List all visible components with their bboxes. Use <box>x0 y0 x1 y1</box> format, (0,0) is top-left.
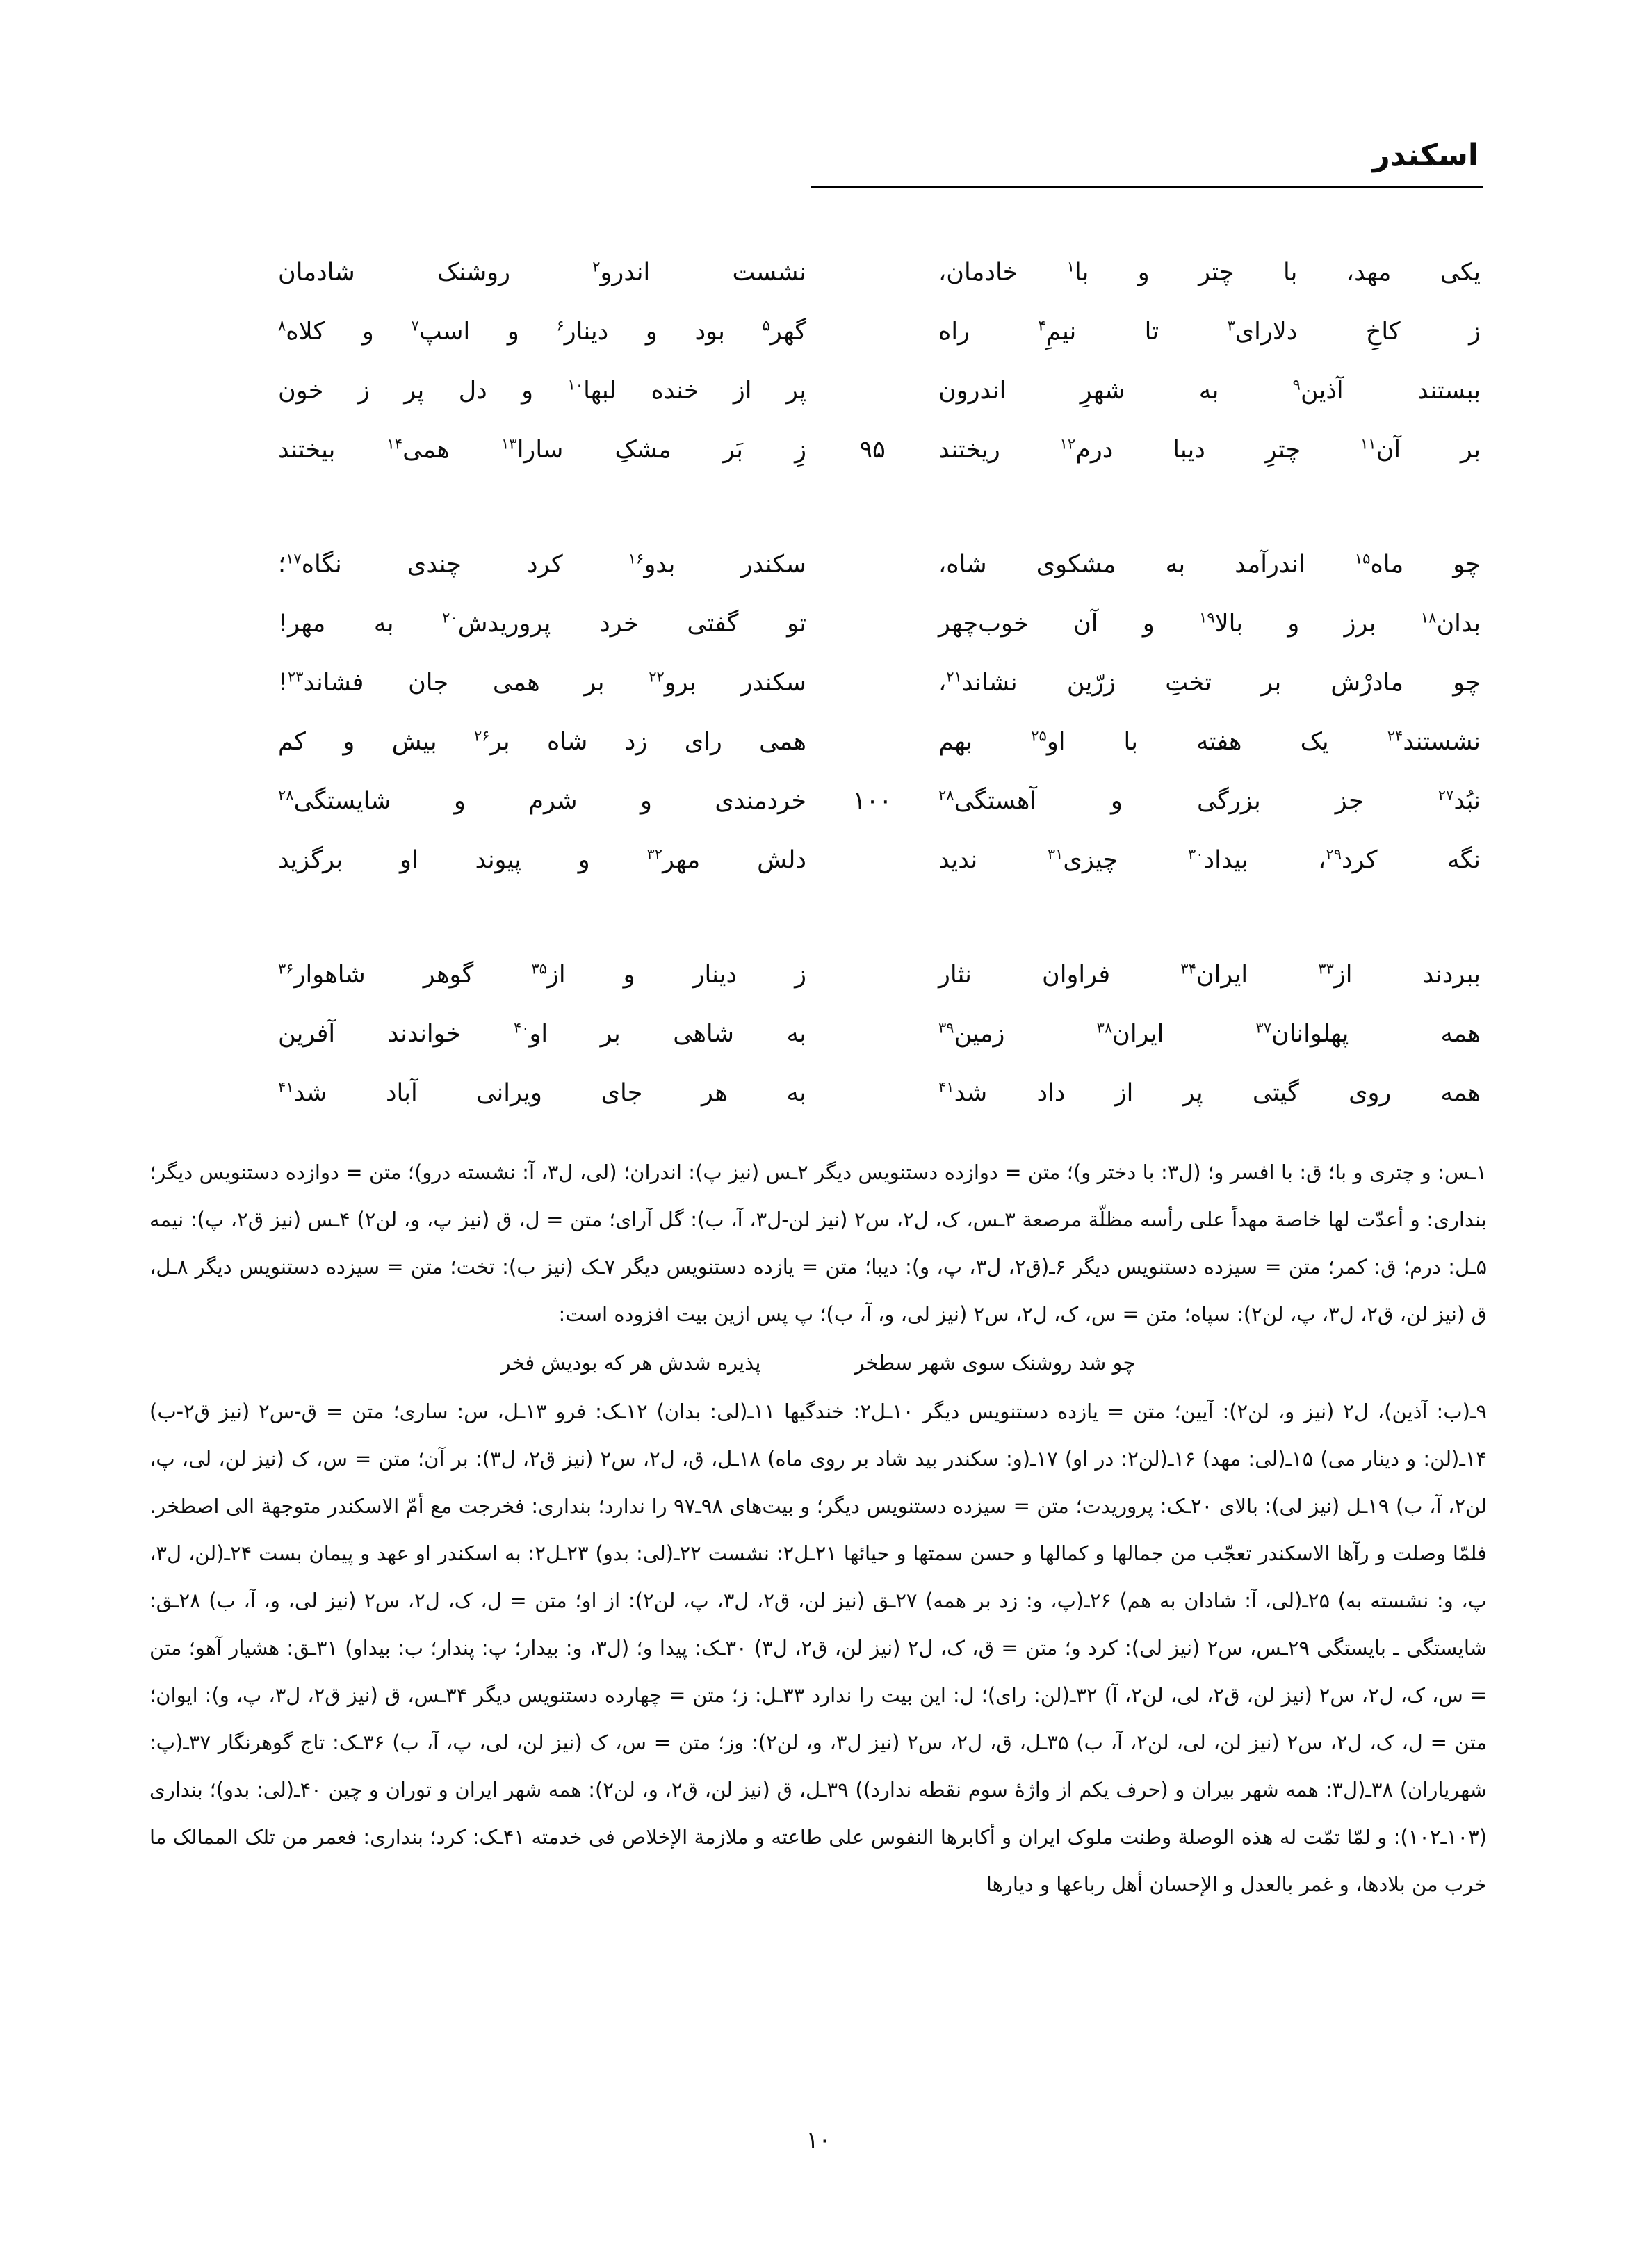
verse-row <box>278 713 1481 772</box>
verse-row <box>278 594 1481 654</box>
hemistich-right: بدان$^{۱۸}$ برز و بالا$^{۱۹}$ و آن خوب‌چهر <box>938 609 1481 638</box>
header-rule <box>811 186 1483 188</box>
hemistich-left: سکندر برو$^{۲۲}$ بر همی جان فشاند$^{۲۳}$! <box>278 668 806 697</box>
verse-number-100: ۱۰۰ <box>852 787 893 815</box>
poem-block <box>278 243 1481 1178</box>
verse-row <box>278 946 1481 1005</box>
hemistich-left: به هر جای ویرانی آباد شد$^{۴۱}$ <box>278 1078 806 1107</box>
hemistich-left: تو گفتی خرد پروریدش$^{۲۰}$ به مهر! <box>278 609 806 638</box>
apparatus-paragraph-1: ۱ـس: و چتری و با؛ ق: با افسر و؛ (ل۳: با دختر و)؛ متن = دوازده دستنویس دیگر ۲ـس (نیز پ): اندران؛ (لی، ل۳، آ: نشسته درو)؛ متن = دوازده دستنویس دیگر؛ بنداری: و أعدّت لها خاصة مهداً علی رأسه مظلّة مرصعة ۳ـس، ک، ل۲، س۲ (نیز لن-ل۳، آ، ب): گل آرای؛ متن = ل، ق (نیز پ، و، لن۲) ۴ـس (نیز ق۲، پ): نیمه ۵ـل: درم؛ ق: کمر؛ متن = سیزده دستنویس دیگر ۶ـ(ق۲، ل۳، پ، و): دیبا؛ متن = یازده دستنویس دیگر ۷ـک (نیز ب): تخت؛ متن = سیزده دستنویس دیگر ۸ـل، ق (نیز لن، ق۲، ل۳، پ، لن۲): سپاه؛ متن = س، ک، ل۲، س۲ (نیز لی، و، آ، ب)؛ پ پس ازین بیت افزوده است: <box>149 1160 1488 1326</box>
inserted-hemistich-right: چو شد روشنک سوی شهر سطخر <box>854 1351 1136 1375</box>
verse-row <box>278 772 1481 831</box>
hemistich-right: ز کاخِ دلارای$^۳$ تا نیمِ$^۴$ راه <box>938 317 1481 346</box>
stanza <box>278 243 1481 480</box>
hemistich-left: نشست اندرو$^۲$ روشنک شادمان <box>278 258 806 286</box>
hemistich-left: همی رای زد شاه بر$^{۲۶}$ بیش و کم <box>278 727 806 756</box>
hemistich-left: ز دینار و از$^{۳۵}$ گوهر شاهوار$^{۳۶}$ <box>278 960 806 989</box>
hemistich-right: ببستند آذین$^۹$ به شهرِ اندرون <box>938 376 1481 405</box>
hemistich-left: گهر$^۵$ بود و دینار$^۶$ و اسپ$^۷$ و کلاه$^۸$ <box>278 317 806 346</box>
critical-apparatus <box>149 1149 1487 1908</box>
hemistich-right: همه پهلوانان$^{۳۷}$ ایران$^{۳۸}$ زمین$^{۳۹}$ <box>938 1019 1481 1048</box>
inserted-hemistich-left: پذیره شدش هر که بودیش فخر <box>500 1351 761 1375</box>
hemistich-left: خردمندی و شرم و شایستگی$^{۲۸}$ <box>278 786 806 815</box>
hemistich-right: ببردند از$^{۳۳}$ ایران$^{۳۴}$ فراوان نثار <box>938 960 1481 989</box>
hemistich-right: نبُد$^{۲۷}$ جز بزرگی و آهستگی$^{۲۸}$ <box>938 786 1481 815</box>
hemistich-right: چو ماه$^{۱۵}$ اندرآمد به مشکوی شاه، <box>938 550 1481 578</box>
hemistich-right: یکی مهد، با چتر و با$^۱$ خادمان، <box>938 258 1481 286</box>
hemistich-left: به شاهی بر او$^{۴۰}$ خواندند آفرین <box>278 1019 806 1048</box>
verse-row <box>278 243 1481 302</box>
apparatus-paragraph-2: ۹ـ(ب: آذین)، ل۲ (نیز و، لن۲): آیین؛ متن = یازده دستنویس دیگر ۱۰ـل۲: خندگیها ۱۱ـ(لی: بدان) ۱۲ـک: فرو ۱۳ـل، س: ساری؛ متن = ق-س۲ (نیز ق۲-ب) ۱۴ـ(لن: و دینار می) ۱۵ـ(لی: مهد) ۱۶ـ(لن۲: در او) ۱۷ـ(و: سکندر بید شاد بر روی ماه) ۱۸ـل، ق، ل۲، س۲ (نیز ق۲، ل۳): بر آن؛ متن = س، ک (نیز لن، لی، پ، لن۲، آ، ب) ۱۹ـل (نیز لی): بالای ۲۰ـک: پروریدت؛ متن = سیزده دستنویس دیگر؛ و بیت‌های ۹۸ـ۹۷ را ندارد؛ بنداری: فخرجت مع أمّ الاسکندر متوجهة الی اصطخر. فلمّا وصلت و رآها الاسکندر تعجّب من جمالها و کمالها و حسن سمتها و حیائها ۲۱ـل۲: نشست ۲۲ـ(لی: بدو) ۲۳ـل۲: به اسکندر او عهد و پیمان بست ۲۴ـ(لن، ل۳، پ، و: نشسته به) ۲۵ـ(لی، آ: شادان به هم) ۲۶ـ(پ، و: زد بر همه) ۲۷ـق (نیز لن، ق۲، ل۳، پ، لن۲): از او؛ متن = ل، ک، ل۲، س۲ (نیز لی، و، آ، ب) ۲۸ـق: شایستگی ـ بایستگی ۲۹ـس، س۲ (نیز لی): کرد و؛ متن = ق، ک، ل۲ (نیز لن، ق۲، ل۳) ۳۰ـک: پیدا و؛ (ل۳، و: بیدار؛ پ: پندار؛ ب: بیداو) ۳۱ـق: هشیار آهو؛ متن = س، ک، ل۲، س۲ (نیز لن، ق۲، لی، لن۲، آ) ۳۲ـ(لن: رای)؛ ل: این بیت را ندارد ۳۳ـل: ز؛ متن = چهارده دستنویس دیگر ۳۴ـس، ق (نیز ق۲، ل۳، پ، و): ایوان؛ متن = ل، ک، ل۲، س۲ (نیز لن، لی، لن۲، آ، ب) ۳۵ـل، ق، ل۲، س۲ (نیز ل۳، و، لن۲): وز؛ متن = س، ک (نیز لن، لی، پ، آ، ب) ۳۶ـک: تاج گوهرنگار ۳۷ـ(پ: شهریاران) ۳۸ـ(ل۳: همه شهر بیران و (حرف یکم از واژهٔ سوم نقطه ندارد)) ۳۹ـل، ق (نیز لن، ق۲، و، لن۲): همه شهر ایران و توران و چین ۴۰ـ(لی: بدو)؛ بنداری (۱۰۳ـ۱۰۲): و لمّا تمّت له هذه الوصلة وطنت ملوک ایران و أکابرها النفوس علی طاعته و ملازمة الإخلاص فی خدمته ۴۱ـک: کرد؛ بنداری: فعمر من تلک الممالک ما خرب من بلادها، و غمر بالعدل و الإحسان أهل رباعها و دیارها <box>149 1400 1488 1896</box>
hemistich-right: همه روی گیتی پر از داد شد$^{۴۱}$ <box>938 1078 1481 1107</box>
verse-row <box>278 1064 1481 1123</box>
verse-row <box>278 362 1481 421</box>
apparatus-inserted-verse <box>149 1338 1487 1388</box>
stanza <box>278 535 1481 890</box>
hemistich-right: بر آن$^{۱۱}$ چترِ دیبا درم$^{۱۲}$ ریختند <box>938 435 1481 464</box>
hemistich-left: دلش مهر$^{۳۲}$ و پیوند او برگزید <box>278 845 806 874</box>
verse-row <box>278 302 1481 362</box>
page-number: ۱۰ <box>806 2126 831 2153</box>
hemistich-left: سکندر بدو$^{۱۶}$ کرد چندی نگاه$^{۱۷}$؛ <box>278 550 806 578</box>
verse-row <box>278 831 1481 890</box>
verse-row <box>278 535 1481 594</box>
stanza <box>278 946 1481 1123</box>
hemistich-right: نگه کرد$^{۲۹}$، بیداد$^{۳۰}$ چیزی$^{۳۱}$ ندید <box>938 845 1481 874</box>
hemistich-right: چو مادرْش بر تختِ زرّین نشاند$^{۲۱}$، <box>938 668 1481 697</box>
verse-row <box>278 654 1481 713</box>
hemistich-left: پر از خنده لبها$^{۱۰}$ و دل پر ز خون <box>278 376 807 405</box>
hemistich-left: زِ بَر مشکِ سارا$^{۱۳}$ همی$^{۱۴}$ بیختند <box>278 435 806 464</box>
verse-row <box>278 1005 1481 1064</box>
verse-number-95: ۹۵ <box>859 436 886 464</box>
page-title: اسکندر <box>1372 138 1479 173</box>
hemistich-right: نشستند$^{۲۴}$ یک هفته با او$^{۲۵}$ بهم <box>938 727 1481 756</box>
verse-row <box>278 421 1481 480</box>
